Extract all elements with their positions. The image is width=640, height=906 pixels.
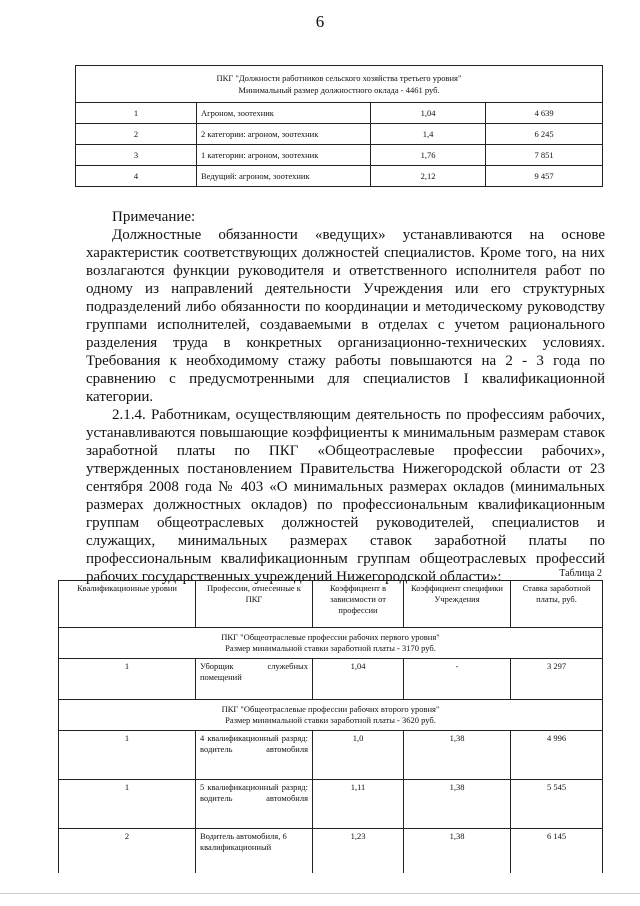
group1-header xyxy=(59,628,603,659)
table1-coef: 1,76 xyxy=(371,145,486,166)
table1-header xyxy=(76,66,603,103)
table1-header-title: ПКГ "Должности работников сельского хозяйства третьего уровня" xyxy=(216,73,462,83)
table2-level: 2 xyxy=(59,829,196,874)
col-qualification-levels: Квалификационные уровни xyxy=(59,581,196,628)
table2-profession: 5 квалификационный разряд: водитель автомобиля xyxy=(196,780,313,829)
table-row xyxy=(76,166,603,187)
table1-position: 2 категории: агроном, зоотехник xyxy=(197,124,371,145)
table2-coef: 1,0 xyxy=(313,731,404,780)
note-body: Должностные обязанности «ведущих» устанавливаются на основе характеристик соответствующих должностей специалистов. Кроме того, на них возлагаются функции руководителя и ответственного исполнителя работ по одному из направлений деятельности Учреждения или его структурных подразделений либо обязанности по координации и методическому руководству группами исполнителей, создаваемыми в отделах с учетом рационального разделения труда в конкретных организационно-технических условиях. Требования к необходимому стажу работы повышаются на 2 - 3 года по сравнению с предусмотренными для специалистов I квалификационной категории. xyxy=(86,227,605,405)
workers-salary-table xyxy=(58,580,603,873)
clause-2-1-4: 2.1.4. Работникам, осуществляющим деятельность по профессиям рабочих, устанавливаются повышающие коэффициенты к минимальным размерам ставок заработной платы по ПКГ «Общеотраслевые профессии рабочих», утвержденных постановлением Правительства Нижегородской области от 23 сентября 2008 года № 403 «О минимальных размерах окладов (минимальных размерах должностных окладов) по профессиональным квалификационным группам общеотраслевых должностей руководителей, специалистов и служащих, минимальных размерах ставок заработной платы по профессиональным квалификационным группам общеотраслевых профессий рабочих государственных учреждений Нижегородской области»: xyxy=(86,407,605,585)
table1-salary: 6 245 xyxy=(486,124,603,145)
table-row xyxy=(76,145,603,166)
table2-profession: 4 квалификационный разряд: водитель автомобиля xyxy=(196,731,313,780)
table1-position: Агроном, зоотехник xyxy=(197,103,371,124)
table2-coef: 1,23 xyxy=(313,829,404,874)
table1-level: 4 xyxy=(76,166,197,187)
table2-level: 1 xyxy=(59,780,196,829)
group2-header xyxy=(59,700,603,731)
table1-coef: 1,04 xyxy=(371,103,486,124)
table1-salary: 7 851 xyxy=(486,145,603,166)
group2-min-rate: Размер минимальной ставки заработной платы - 3620 руб. xyxy=(225,715,436,725)
table1-position: 1 категории: агроном, зоотехник xyxy=(197,145,371,166)
table2-spec: 1,38 xyxy=(404,829,511,874)
table2-coef: 1,04 xyxy=(313,659,404,700)
table1-salary: 9 457 xyxy=(486,166,603,187)
col-professions: Профессии, отнесенные к ПКГ xyxy=(196,581,313,628)
table-row xyxy=(59,780,603,829)
note-title: Примечание: xyxy=(112,209,196,225)
table2-spec: - xyxy=(404,659,511,700)
table2-level: 1 xyxy=(59,659,196,700)
table2-rate: 3 297 xyxy=(511,659,603,700)
agriculture-salary-table xyxy=(75,65,603,187)
table1-salary: 4 639 xyxy=(486,103,603,124)
table1-level: 2 xyxy=(76,124,197,145)
table2-profession: Водитель автомобиля, 6 квалификационный xyxy=(196,829,313,874)
table-row xyxy=(76,124,603,145)
table-row xyxy=(76,103,603,124)
table-row xyxy=(59,829,603,874)
table2-rate: 6 145 xyxy=(511,829,603,874)
group2-title: ПКГ "Общеотраслевые профессии рабочих второго уровня" xyxy=(221,704,440,714)
col-specifics-coef: Коэффициент специфики Учреждения xyxy=(404,581,511,628)
table1-coef: 2,12 xyxy=(371,166,486,187)
table2-profession: Уборщик служебных помещений xyxy=(196,659,313,700)
table-row xyxy=(59,659,603,700)
table1-coef: 1,4 xyxy=(371,124,486,145)
table2-header-row xyxy=(59,581,603,628)
table2-level: 1 xyxy=(59,731,196,780)
table1-position: Ведущий: агроном, зоотехник xyxy=(197,166,371,187)
table2-caption: Таблица 2 xyxy=(559,568,602,579)
table2-rate: 4 996 xyxy=(511,731,603,780)
col-rate: Ставка заработной платы, руб. xyxy=(511,581,603,628)
table1-header-min-salary: Минимальный размер должностного оклада - 4461 руб. xyxy=(238,85,440,95)
table1-level: 3 xyxy=(76,145,197,166)
table-row xyxy=(59,731,603,780)
group1-title: ПКГ "Общеотраслевые профессии рабочих первого уровня" xyxy=(221,632,440,642)
page-footer-divider xyxy=(0,893,640,906)
group1-min-rate: Размер минимальной ставки заработной платы - 3170 руб. xyxy=(225,643,436,653)
col-profession-coef: Коэффициент в зависимости от профессии xyxy=(313,581,404,628)
page-number: 6 xyxy=(315,12,325,31)
table2-coef: 1,11 xyxy=(313,780,404,829)
table2-rate: 5 545 xyxy=(511,780,603,829)
table2-spec: 1,38 xyxy=(404,780,511,829)
note-section xyxy=(86,208,605,586)
table1-level: 1 xyxy=(76,103,197,124)
table2-spec: 1,38 xyxy=(404,731,511,780)
